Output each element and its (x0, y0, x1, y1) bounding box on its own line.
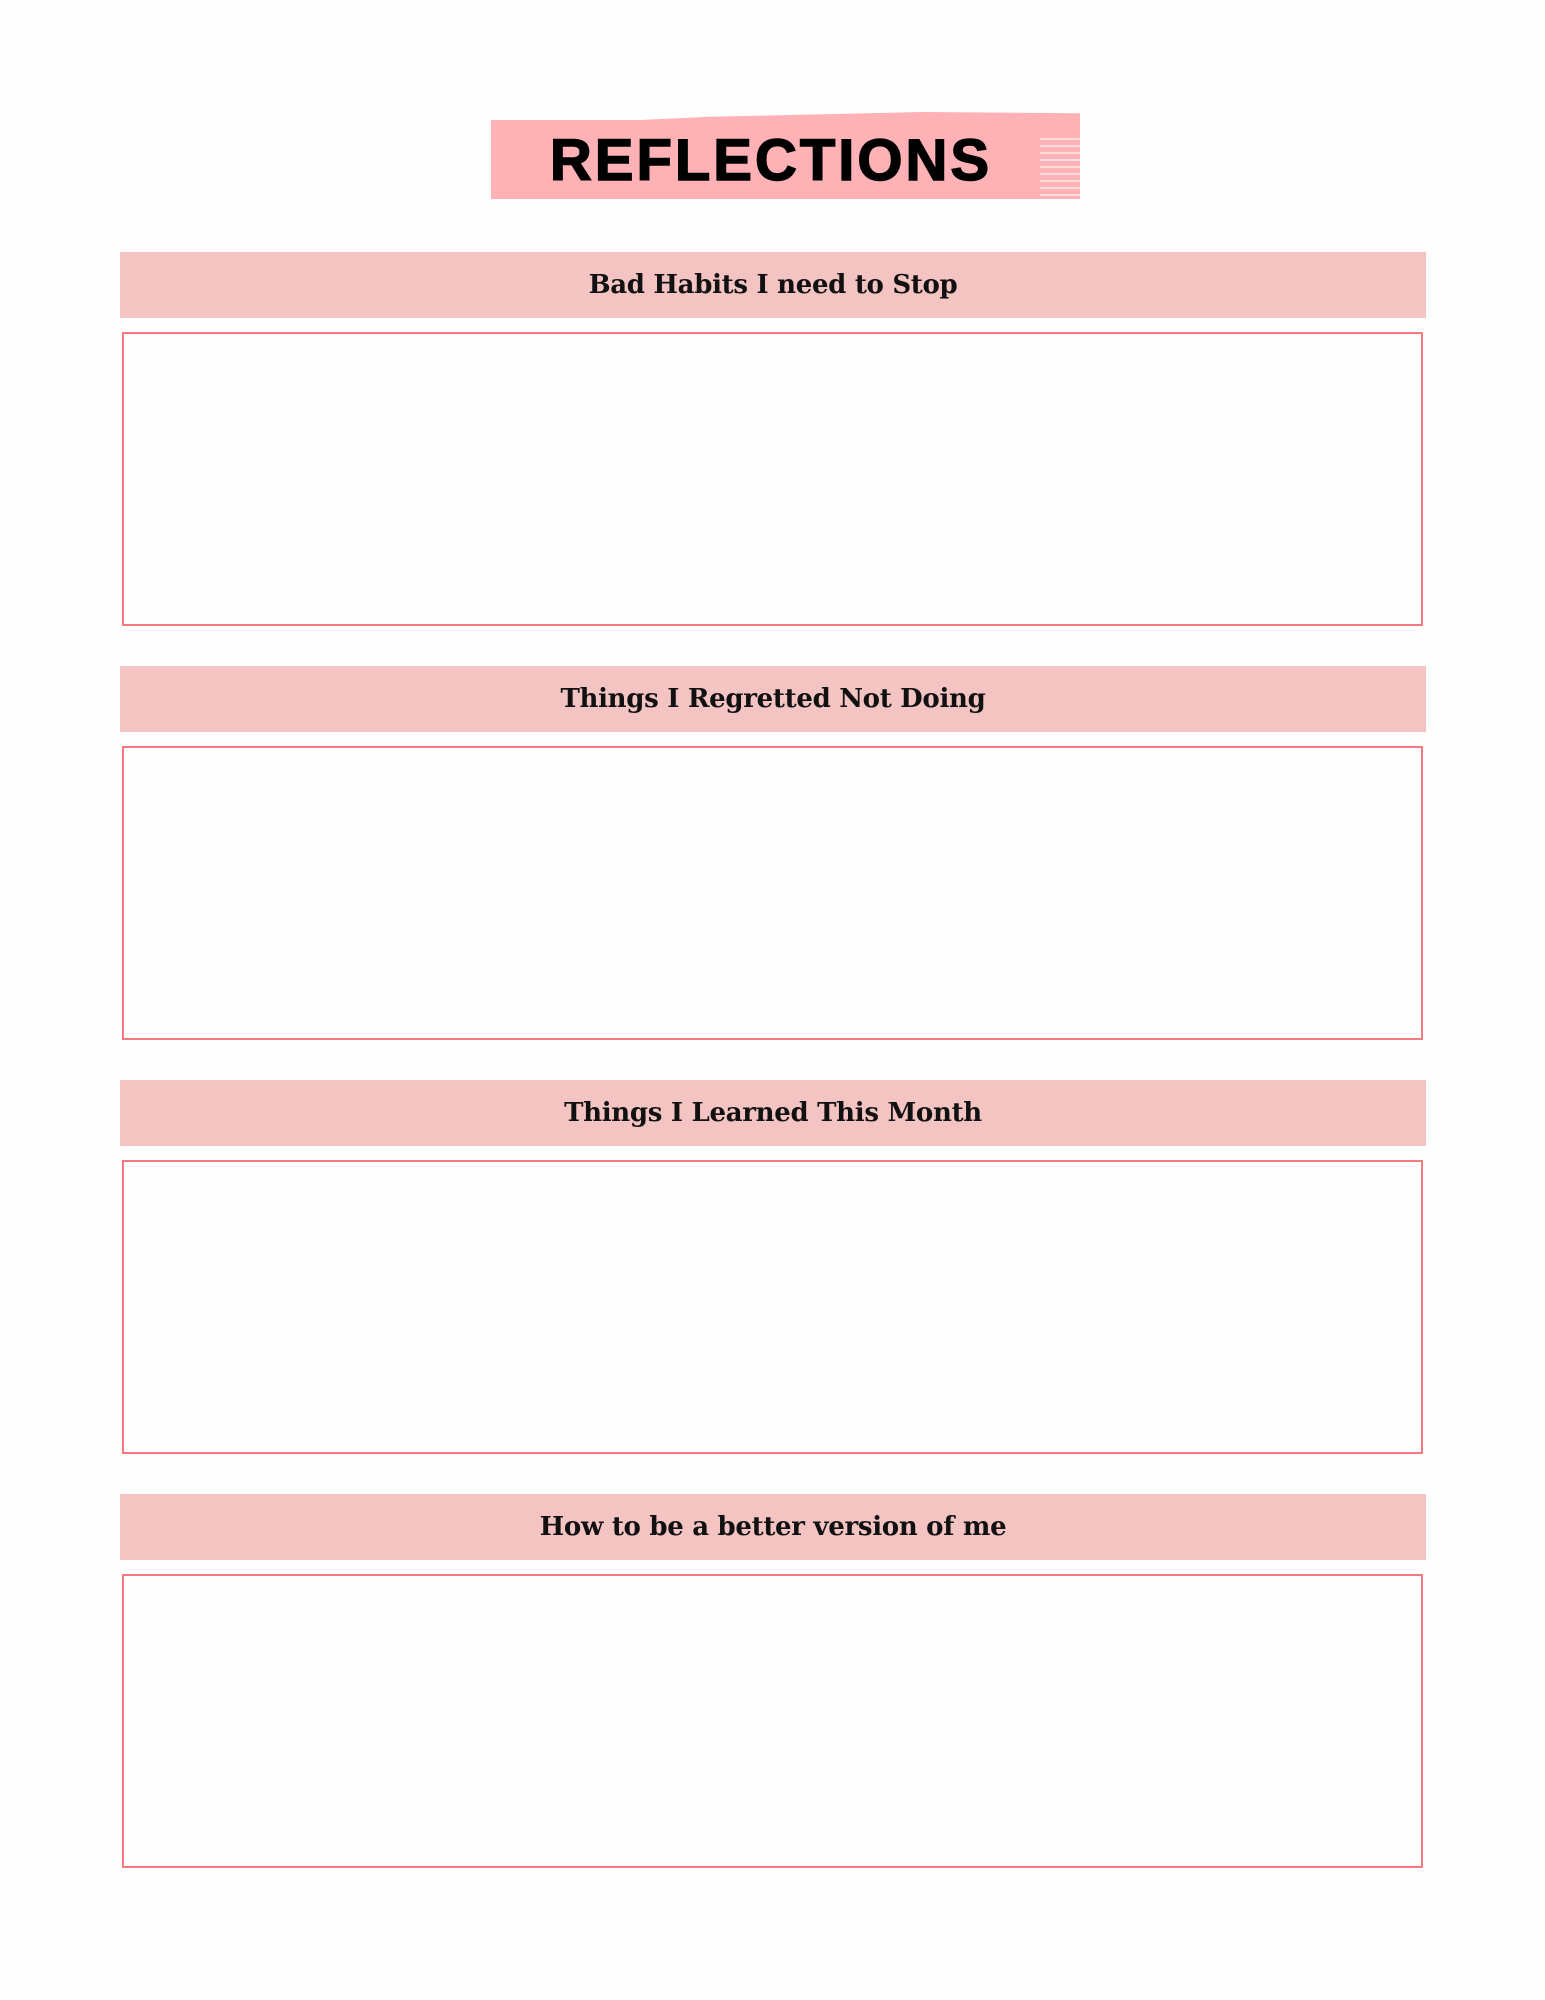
section-heading: How to be a better version of me (539, 1512, 1007, 1542)
writing-box-learned[interactable] (122, 1160, 1423, 1454)
title-banner (491, 112, 1080, 199)
writing-box-regrets[interactable] (122, 746, 1423, 1040)
section-heading: Things I Learned This Month (564, 1098, 982, 1128)
section-header-regrets (120, 666, 1426, 732)
section-header-better-version (120, 1494, 1426, 1560)
section-header-learned (120, 1080, 1426, 1146)
writing-box-bad-habits[interactable] (122, 332, 1423, 626)
section-heading: Bad Habits I need to Stop (588, 270, 958, 300)
page-title: REFLECTIONS (549, 128, 993, 193)
section-header-bad-habits (120, 252, 1426, 318)
writing-box-better-version[interactable] (122, 1574, 1423, 1868)
section-heading: Things I Regretted Not Doing (560, 684, 986, 714)
